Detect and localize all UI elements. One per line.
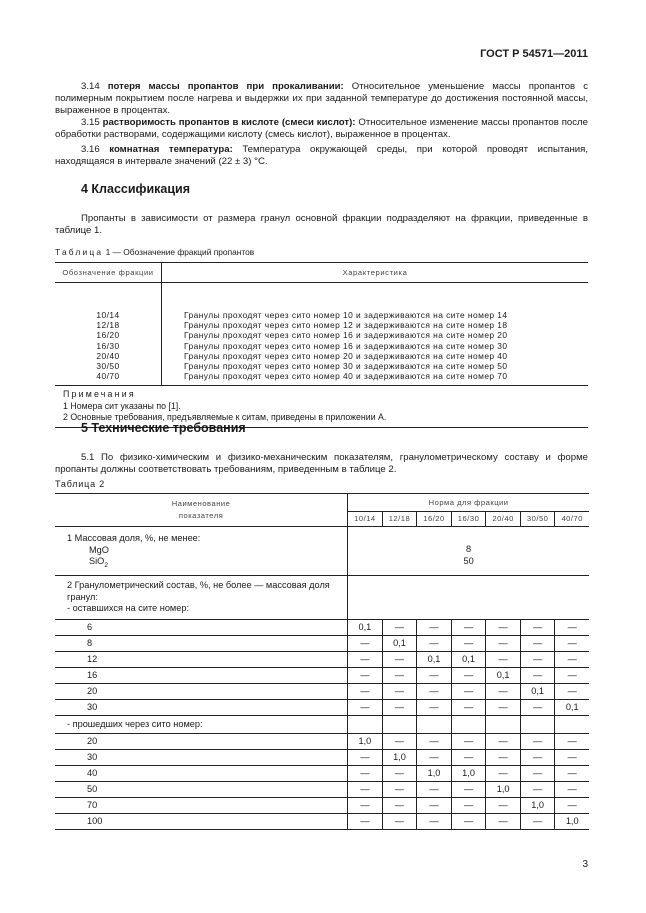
norm-value: — [555, 781, 589, 797]
row-granulometric [55, 576, 589, 620]
norm-value: — [451, 619, 486, 635]
retained-row [55, 619, 589, 635]
norm-value: 1,0 [348, 733, 383, 749]
fraction-header: 40/70 [555, 511, 589, 526]
page-number: 3 [582, 859, 588, 870]
sieve-number: 40 [55, 765, 348, 781]
table-header-row [55, 263, 588, 283]
norm-value: — [451, 683, 486, 699]
row-passed-label [55, 715, 589, 733]
sieve-number: 12 [55, 651, 348, 667]
norm-value: — [451, 781, 486, 797]
passed-label: - прошедших через сито номер: [55, 715, 348, 733]
sieve-number: 30 [55, 749, 348, 765]
table-2-caption: Таблица 2 [55, 479, 105, 489]
sieve-number: 6 [55, 619, 348, 635]
norm-value: — [555, 683, 589, 699]
section-4-text: Пропанты в зависимости от размера гранул основной фракции подразделяют на фракции, приведенные в таблице 1. [55, 213, 588, 236]
norm-value: — [348, 651, 383, 667]
norm-value: — [486, 765, 521, 781]
empty-cell [348, 715, 383, 733]
norm-value: — [555, 765, 589, 781]
retained-rows [55, 619, 589, 715]
retained-row [55, 651, 589, 667]
empty-cell [348, 576, 589, 620]
passed-row [55, 797, 589, 813]
norm-value: — [417, 813, 452, 829]
granulometric-label [55, 576, 348, 620]
header-row-1 [55, 494, 589, 512]
norm-value: — [451, 733, 486, 749]
definition: Относительное уменьшение массы пропантов с полимерным покрытием после нагрева и выдержки их при заданной температуре до достижения постоянной массы, выраженное в процентах. [55, 81, 588, 116]
empty-cell [417, 715, 452, 733]
norm-value: — [348, 797, 383, 813]
empty-cell [382, 715, 417, 733]
mass-fraction-values [348, 527, 589, 576]
norm-value: — [520, 651, 555, 667]
characteristic-list: Гранулы проходят через сито номер 10 и задерживаются на сите номер 14 Гранулы проходят через сито номер 12 и задерживаются на сите номер 18 Гранулы проходят через сито номер 16 и задерживаются на сите номер 20 Гранулы проходят через сито номер 16 и задерживаются на сите номер 30 Гранулы проходят через сито номер 20 и задерживаются на сите номер 40 Гранулы проходят через сито номер 30 и задерживаются на сите номер 50 Гранулы проходят через сито номер 40 и задерживаются на сите номер 70 [184, 310, 508, 382]
sieve-number: 8 [55, 635, 348, 651]
fraction-header: 30/50 [520, 511, 555, 526]
norm-value: — [382, 699, 417, 715]
section-5-heading: 5 Технические требования [81, 421, 246, 435]
norm-value: — [382, 651, 417, 667]
norm-value: — [555, 635, 589, 651]
passed-row [55, 781, 589, 797]
norm-value: — [486, 699, 521, 715]
norm-value: 1,0 [555, 813, 589, 829]
caption-text: 1 — Обозначение фракций пропантов [103, 247, 255, 257]
norm-value: — [348, 749, 383, 765]
retained-row [55, 635, 589, 651]
sieve-number: 20 [55, 683, 348, 699]
norm-value: — [382, 797, 417, 813]
empty-cell [451, 715, 486, 733]
norm-value: — [451, 635, 486, 651]
norm-value: — [520, 781, 555, 797]
section-5-text: 5.1 По физико-химическим и физико-механическим показателям, гранулометрическому составу и форме пропанты должны соответствовать требованиям, приведенным в таблице 2. [55, 452, 588, 475]
paragraph-3-15 [55, 117, 588, 141]
norm-value: — [520, 667, 555, 683]
mass-fraction-text: 1 Массовая доля, %, не менее: [67, 533, 201, 543]
sieve-number: 70 [55, 797, 348, 813]
table-2 [55, 493, 589, 830]
norm-value: — [417, 667, 452, 683]
sieve-number: 20 [55, 733, 348, 749]
empty-cell [555, 715, 589, 733]
norm-value: 1,0 [417, 765, 452, 781]
sieve-number: 50 [55, 781, 348, 797]
norm-value: — [486, 619, 521, 635]
norm-value: — [417, 781, 452, 797]
header-fraction: Обозначение фракции [55, 263, 162, 283]
table-body-row [55, 283, 588, 386]
norm-value: — [382, 733, 417, 749]
norm-value: — [451, 699, 486, 715]
norm-value: — [348, 683, 383, 699]
passed-row [55, 765, 589, 781]
caption-label: Таблица [55, 247, 104, 257]
table-1-caption [55, 247, 254, 257]
sieve-number: 16 [55, 667, 348, 683]
norm-value: — [417, 635, 452, 651]
sio2-value: 50 [463, 555, 474, 566]
clause-number: 3.14 [81, 81, 108, 92]
passed-rows [55, 733, 589, 829]
norm-value: — [348, 813, 383, 829]
section-4-heading: 4 Классификация [81, 182, 191, 196]
norm-value: 0,1 [417, 651, 452, 667]
fraction-header: 16/30 [451, 511, 486, 526]
norm-value: — [451, 667, 486, 683]
notes-title: Примечания [63, 389, 136, 400]
norm-value: — [520, 813, 555, 829]
norm-value: 1,0 [486, 781, 521, 797]
term: потеря массы пропантов при прокаливании: [107, 81, 344, 92]
norm-value: — [382, 619, 417, 635]
norm-value: — [520, 699, 555, 715]
norm-value: — [417, 699, 452, 715]
granulometric-text: 2 Гранулометрический состав, %, не более — массовая доля гранул: [67, 580, 330, 602]
norm-value: — [520, 765, 555, 781]
sio-text: SiO [89, 556, 105, 566]
norm-value: — [486, 813, 521, 829]
norm-value: — [451, 813, 486, 829]
norm-value: — [382, 667, 417, 683]
sieve-number: 100 [55, 813, 348, 829]
norm-value: — [486, 797, 521, 813]
norm-value: — [520, 733, 555, 749]
header-indicator: Наименование показателя [55, 494, 348, 527]
table-1 [55, 262, 588, 428]
document-header: ГОСТ Р 54571—2011 [480, 48, 588, 60]
term: растворимость пропантов в кислоте (смеси кислот): [102, 117, 356, 128]
retained-label: - оставшихся на сите номер: [67, 603, 190, 614]
norm-value: 1,0 [520, 797, 555, 813]
norm-value: — [486, 635, 521, 651]
norm-value: — [555, 797, 589, 813]
norm-value: — [486, 749, 521, 765]
mass-fraction-label [55, 527, 348, 576]
term: комнатная температура: [109, 144, 233, 155]
norm-value: — [555, 619, 589, 635]
row-mass-fraction [55, 527, 589, 576]
norm-value: — [417, 733, 452, 749]
retained-row [55, 683, 589, 699]
norm-value: — [520, 749, 555, 765]
fraction-header: 10/14 [348, 511, 383, 526]
norm-value: — [417, 619, 452, 635]
sio-subscript: 2 [104, 561, 108, 569]
norm-value: — [417, 749, 452, 765]
norm-value: — [555, 733, 589, 749]
norm-value: — [382, 813, 417, 829]
norm-value: — [348, 699, 383, 715]
header-characteristic: Характеристика [162, 263, 589, 283]
empty-cell [520, 715, 555, 733]
norm-value: — [520, 635, 555, 651]
norm-value: — [451, 797, 486, 813]
retained-row [55, 699, 589, 715]
clause-number: 3.16 [81, 144, 110, 155]
norm-value: — [555, 651, 589, 667]
norm-value: — [382, 683, 417, 699]
clause-number: 3.15 [81, 117, 103, 128]
norm-value: 0,1 [486, 667, 521, 683]
header-norm: Норма для фракции [348, 494, 589, 512]
mgo-value: 8 [466, 544, 472, 554]
fraction-header: 20/40 [486, 511, 521, 526]
norm-value: — [382, 765, 417, 781]
norm-value: — [348, 765, 383, 781]
norm-value: 0,1 [382, 635, 417, 651]
norm-value: 1,0 [451, 765, 486, 781]
norm-value: 1,0 [382, 749, 417, 765]
fraction-header: 12/18 [382, 511, 417, 526]
paragraph-3-16 [55, 144, 588, 168]
norm-value: 0,1 [348, 619, 383, 635]
norm-value: — [348, 781, 383, 797]
norm-value: 0,1 [451, 651, 486, 667]
passed-row [55, 813, 589, 829]
sieve-number: 30 [55, 699, 348, 715]
norm-value: — [417, 797, 452, 813]
norm-value: — [555, 749, 589, 765]
norm-value: 0,1 [520, 683, 555, 699]
fraction-header: 16/20 [417, 511, 452, 526]
note-1: 1 Номера сит указаны по [1]. [63, 400, 181, 411]
norm-value: 0,1 [555, 699, 589, 715]
norm-value: — [486, 683, 521, 699]
fraction-list: 10/14 12/18 16/20 16/30 20/40 30/50 40/70 [55, 283, 162, 386]
passed-row [55, 733, 589, 749]
mgo-label: MgO [89, 544, 109, 555]
norm-value: — [555, 667, 589, 683]
paragraph-3-14 [55, 81, 588, 117]
sio2-label [67, 556, 347, 571]
passed-row [55, 749, 589, 765]
norm-value: — [520, 619, 555, 635]
retained-row [55, 667, 589, 683]
norm-value: — [486, 733, 521, 749]
norm-value: — [348, 667, 383, 683]
definition: Относительное изменение массы пропантов после обработки растворами, содержащими кислоту (смесь кислот), выраженное в процентах. [55, 117, 588, 140]
note-2: 2 Основные требования, предъявляемые к ситам, приведены в приложении А. [63, 412, 387, 423]
norm-value: — [417, 683, 452, 699]
norm-value: — [348, 635, 383, 651]
norm-value: — [382, 781, 417, 797]
norm-value: — [486, 651, 521, 667]
norm-value: — [451, 749, 486, 765]
empty-cell [486, 715, 521, 733]
definition: Температура окружающей среды, при которой проводят испытания, находящаяся в интервале значений (22 ± 3) °С. [55, 144, 588, 167]
